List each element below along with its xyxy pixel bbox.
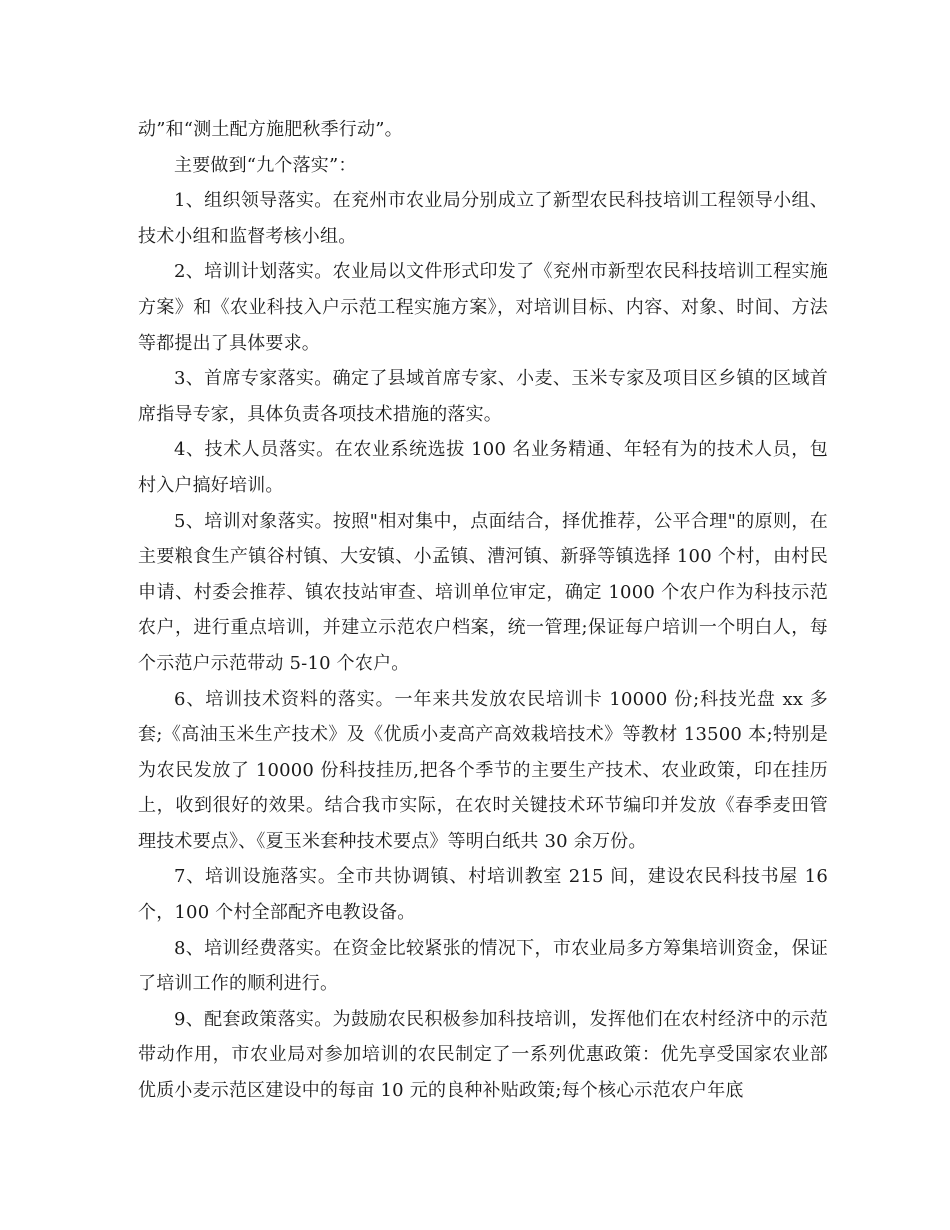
paragraph-item-7: 7、培训设施落实。全市共协调镇、村培训教室 215 间，建设农民科技书屋 16 个，100 个村全部配齐电教设备。 bbox=[138, 866, 828, 924]
paragraph-item-1: 1、组织领导落实。在兖州市农业局分别成立了新型农民科技培训工程领导小组、技术小组和监督考核小组。 bbox=[138, 190, 828, 247]
paragraph-item-6: 6、培训技术资料的落实。一年来共发放农民培训卡 10000 份;科技光盘 xx 多套;《高油玉米生产技术》及《优质小麦高产高效栽培技术》等教材 13500 本;特别是为农民发放了 10000 份科技挂历,把各个季节的主要生产技术、农业政策，印在挂历上，收到很好的效果。结合我市实际，在农时关键技术环节编印并发放《春季麦田管理技术要点》、《夏玉米套种技术要点》等明白纸共 30 余万份。 bbox=[138, 688, 828, 852]
paragraph-intro: 主要做到“九个落实”： bbox=[174, 154, 357, 176]
document-body bbox=[138, 112, 828, 1109]
paragraph-item-5: 5、培训对象落实。按照"相对集中，点面结合，择优推荐，公平合理"的原则，在主要粮食生产镇谷村镇、大安镇、小孟镇、漕河镇、新驿等镇选择 100 个村，由村民申请、村委会推荐、镇农技站审查、培训单位审定，确定 1000 个农户作为科技示范农户，进行重点培训，并建立示范农户档案，统一管理;保证每户培训一个明白人，每个示范户示范带动 5-10 个农户。 bbox=[138, 510, 828, 674]
paragraph-item-3: 3、首席专家落实。确定了县域首席专家、小麦、玉米专家及项目区乡镇的区域首席指导专家，具体负责各项技术措施的落实。 bbox=[138, 368, 828, 425]
paragraph-continuation: 动”和“测土配方施肥秋季行动”。 bbox=[138, 119, 403, 140]
paragraph-item-9: 9、配套政策落实。为鼓励农民积极参加科技培训，发挥他们在农村经济中的示范带动作用，市农业局对参加培训的农民制定了一系列优惠政策：优先享受国家农业部优质小麦示范区建设中的每亩 10 元的良种补贴政策;每个核心示范农户年底 bbox=[138, 1008, 828, 1102]
paragraph-item-8: 8、培训经费落实。在资金比较紧张的情况下，市农业局多方筹集培训资金，保证了培训工作的顺利进行。 bbox=[138, 937, 828, 995]
paragraph-item-2: 2、培训计划落实。农业局以文件形式印发了《兖州市新型农民科技培训工程实施方案》和《农业科技入户示范工程实施方案》，对培训目标、内容、对象、时间、方法等都提出了具体要求。 bbox=[138, 261, 828, 354]
paragraph-item-4: 4、技术人员落实。在农业系统选拔 100 名业务精通、年轻有为的技术人员，包村入户搞好培训。 bbox=[138, 439, 828, 496]
